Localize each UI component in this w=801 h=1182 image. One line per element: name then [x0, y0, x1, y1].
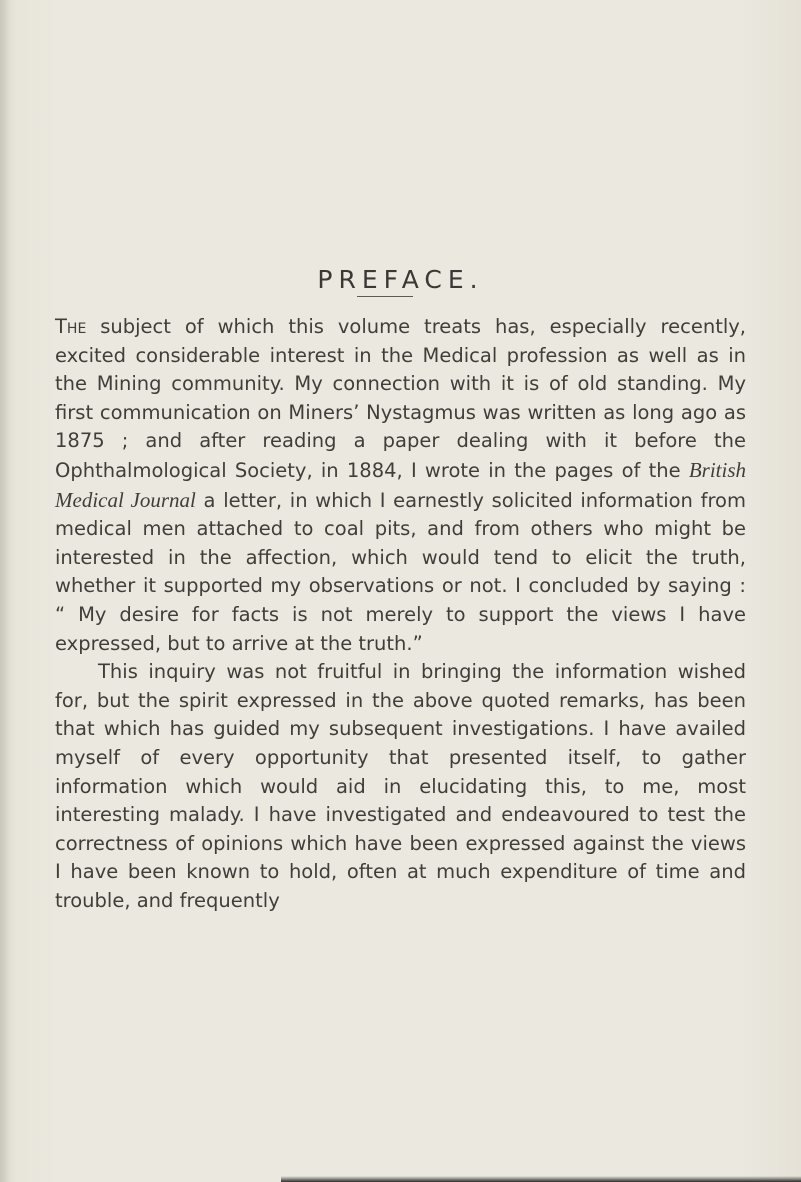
paragraph-1	[55, 313, 746, 658]
preface-body	[55, 313, 746, 915]
paragraph-1-text-b: a letter, in which I earnestly solicited information from medical men attached to coal pits, and from others who might be interested in the affection, which would tend to elicit the truth, whether it supported my observations or not. I concluded by saying : “ My desire for facts is not merely to support the views I have expressed, but to arrive at the truth.”	[55, 488, 746, 655]
page-bottom-edge	[281, 1176, 801, 1182]
heading-rule	[357, 296, 413, 297]
spine-shadow	[0, 0, 10, 1182]
journal-title: British Medical Journal	[55, 457, 746, 512]
opening-word: The	[55, 315, 87, 338]
paragraph-2: This inquiry was not fruitful in bringing the information wished for, but the spirit expressed in the above quoted remarks, has been that which has guided my subsequent investigations. I have availed myself of every opportunity that presented itself, to gather information which would aid in elucidating this, to me, most interesting malady. I have investigated and endeavoured to test the correctness of opinions which have been expressed against the views I have been known to hold, often at much expenditure of time and trouble, and frequently	[55, 660, 746, 912]
paragraph-1-text-a: subject of which this volume treats has, especially recently, excited considerable interest in the Medical profession as well as in the Mining community. My connection with it is of old standing. My first communication on Miners’ Nystagmus was written as long ago as 1875 ; and after reading a paper dealing with it before the Ophthalmological Society, in 1884, I wrote in the pages of the	[55, 315, 746, 482]
preface-heading: PREFACE.	[317, 264, 484, 294]
